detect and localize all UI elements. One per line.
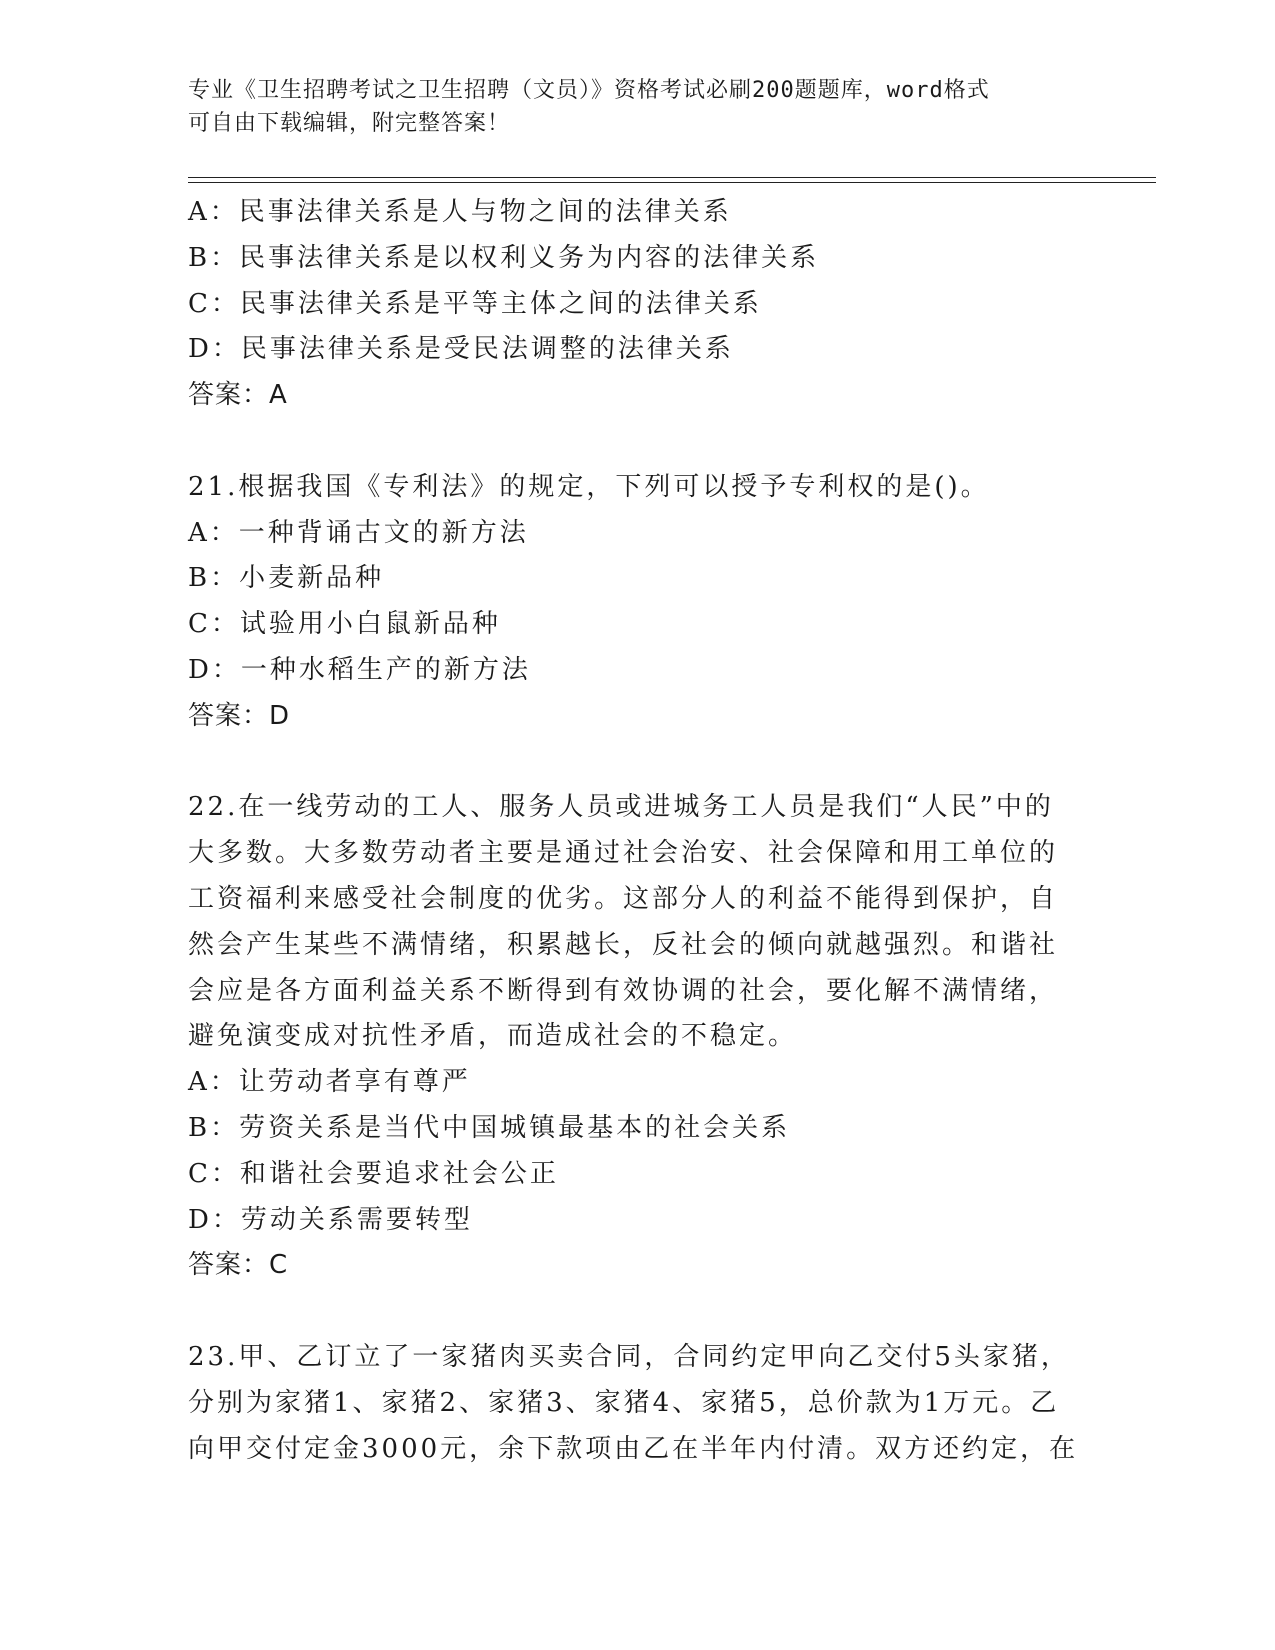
- question-stem-line: 然会产生某些不满情绪，积累越长，反社会的倾向就越强烈。和谐社: [188, 929, 1059, 960]
- option-d: D：民事法律关系是受民法调整的法律关系: [188, 334, 734, 365]
- option-b: B：民事法律关系是以权利义务为内容的法律关系: [188, 242, 820, 273]
- question-list: [188, 190, 1088, 1472]
- option-a: A：一种背诵古文的新方法: [188, 517, 529, 548]
- question-23: [188, 1335, 1088, 1472]
- spacer: [188, 1289, 1088, 1335]
- document-header: [188, 74, 1088, 140]
- spacer: [188, 740, 1088, 786]
- option-c: C：和谐社会要追求社会公正: [188, 1158, 559, 1189]
- answer-line: 答案：D: [188, 700, 291, 731]
- answer-line: 答案：A: [188, 380, 288, 411]
- question-stem-line: 避免演变成对抗性矛盾，而造成社会的不稳定。: [188, 1021, 798, 1052]
- question-stem-line: 23.甲、乙订立了一家猪肉买卖合同，合同约定甲向乙交付5头家猪，: [188, 1341, 1070, 1372]
- option-b: B：小麦新品种: [188, 563, 385, 594]
- option-d: D：一种水稻生产的新方法: [188, 654, 531, 685]
- question-stem-line: 向甲交付定金3000元，余下款项由乙在半年内付清。双方还约定，在: [188, 1433, 1079, 1464]
- option-a: A：民事法律关系是人与物之间的法律关系: [188, 197, 732, 227]
- header-divider-bottom: [188, 182, 1156, 183]
- option-a: A：让劳动者享有尊严: [188, 1067, 471, 1098]
- header-divider-top: [188, 177, 1156, 178]
- question-stem-line: 会应是各方面利益关系不断得到有效协调的社会，要化解不满情绪，: [188, 975, 1059, 1006]
- header-line-1: 专业《卫生招聘考试之卫生招聘（文员）》资格考试必刷200题题库，word格式: [188, 78, 990, 103]
- question-stem-line: 22.在一线劳动的工人、服务人员或进城务工人员是我们“人民”中的: [188, 792, 1054, 823]
- spacer: [188, 419, 1088, 465]
- question-stem-line: 工资福利来感受社会制度的优劣。这部分人的利益不能得到保护，自: [188, 883, 1059, 914]
- option-d: D：劳动关系需要转型: [188, 1204, 473, 1235]
- question-22: [188, 785, 1088, 1289]
- header-line-2: 可自由下载编辑，附完整答案！: [188, 111, 511, 136]
- question-21: [188, 465, 1088, 740]
- question-stem: 21.根据我国《专利法》的规定，下列可以授予专利权的是()。: [188, 471, 990, 502]
- answer-line: 答案：C: [188, 1250, 289, 1281]
- option-c: C：民事法律关系是平等主体之间的法律关系: [188, 288, 762, 319]
- question-stem-line: 大多数。大多数劳动者主要是通过社会治安、社会保障和用工单位的: [188, 838, 1059, 869]
- option-c: C：试验用小白鼠新品种: [188, 609, 501, 640]
- question-20: [188, 190, 1088, 419]
- question-stem-line: 分别为家猪1、家猪2、家猪3、家猪4、家猪5，总价款为1万元。乙: [188, 1387, 1060, 1418]
- option-b: B：劳资关系是当代中国城镇最基本的社会关系: [188, 1112, 791, 1143]
